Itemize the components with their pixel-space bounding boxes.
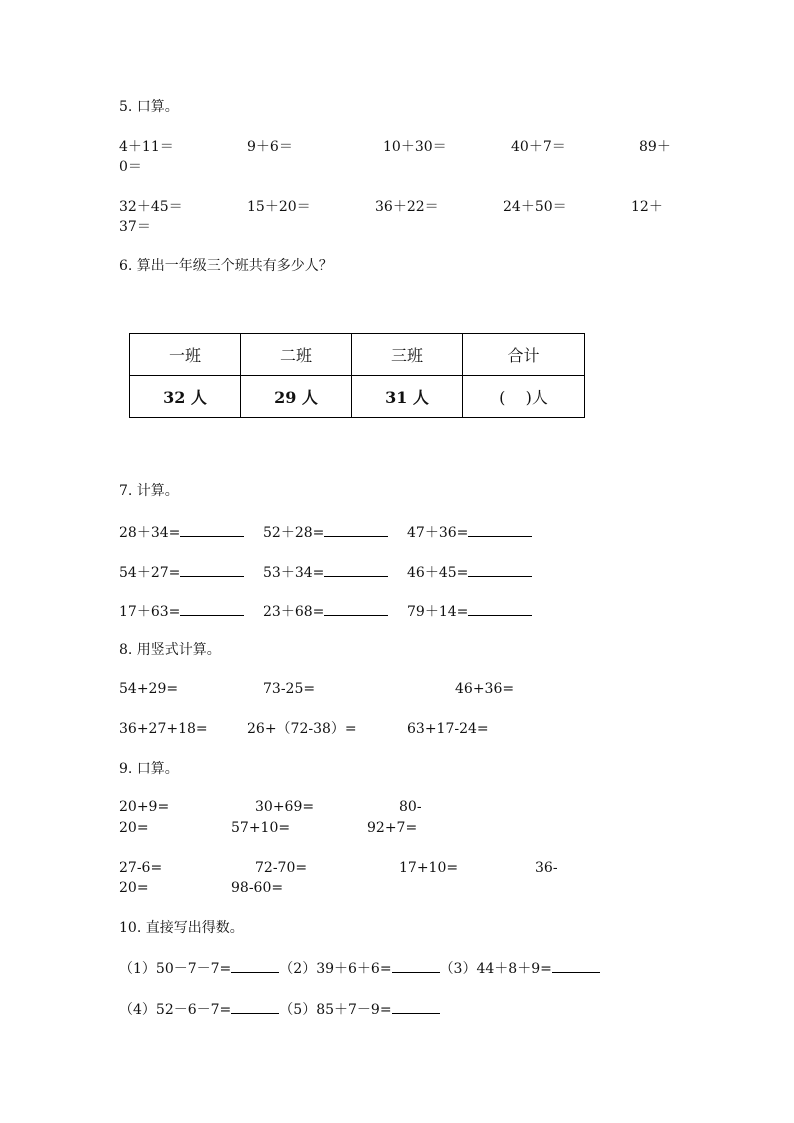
q9-r3-c4: 36-	[535, 860, 558, 876]
value-class-2: 29 人	[241, 376, 352, 418]
q10-item-4: （4）52－6－7=	[119, 1002, 232, 1018]
q7-r1-c1	[119, 522, 244, 542]
answer-blank[interactable]	[180, 522, 244, 537]
q7-r2-c3-expr: 46＋45=	[407, 565, 469, 581]
answer-blank[interactable]	[392, 958, 440, 973]
q8-r1-c1: 54+29=	[119, 681, 179, 697]
value-total: ( )人	[463, 376, 585, 418]
q7-r2-c2-expr: 53＋34=	[263, 565, 325, 581]
answer-blank[interactable]	[468, 562, 532, 577]
q7-r3-c1	[119, 601, 244, 621]
q7-title: 7. 计算。	[119, 483, 179, 499]
answer-blank[interactable]	[180, 601, 244, 616]
q7-r1-c2-expr: 52＋28=	[263, 525, 325, 541]
q5-r2-c2: 15＋20＝	[247, 199, 311, 215]
q9-r2-c2: 57+10=	[231, 820, 291, 836]
table-header-row	[130, 334, 585, 376]
q5-r2-c4: 24＋50＝	[503, 199, 567, 215]
q5-r1-wrap: 0＝	[119, 159, 142, 175]
q5-r2-c5: 12＋	[631, 199, 663, 215]
q7-r3-c2	[263, 601, 388, 621]
q9-r2-c3: 92+7=	[367, 820, 418, 836]
answer-blank[interactable]	[324, 522, 388, 537]
q7-r3-c3-expr: 79＋14=	[407, 604, 469, 620]
q7-r1-c1-expr: 28＋34=	[119, 525, 181, 541]
q10-item-5: （5）85＋7－9=	[279, 1002, 392, 1018]
table-value-row	[130, 376, 585, 418]
q7-r1-c2	[263, 522, 388, 542]
q7-r2-c1	[119, 562, 244, 582]
q7-r3-c2-expr: 23＋68=	[263, 604, 325, 620]
q5-title: 5. 口算。	[119, 99, 179, 115]
q7-r2-c2	[263, 562, 388, 582]
answer-blank[interactable]	[180, 562, 244, 577]
q7-r3-c3	[407, 601, 532, 621]
q6-title: 6. 算出一年级三个班共有多少人？	[119, 258, 333, 274]
answer-blank[interactable]	[468, 601, 532, 616]
q5-r1-c2: 9＋6＝	[247, 139, 293, 155]
q5-r1-c3: 10＋30＝	[383, 139, 447, 155]
q7-r2-c3	[407, 562, 532, 582]
q7-r2-c1-expr: 54＋27=	[119, 565, 181, 581]
q7-r1-c3	[407, 522, 532, 542]
q10-item-2: （2）39＋6＋6=	[279, 961, 392, 977]
answer-blank[interactable]	[552, 958, 600, 973]
q9-r2-c1: 20=	[119, 820, 149, 836]
q5-r2-wrap: 37＝	[119, 219, 151, 235]
q9-r1-c2: 30+69=	[255, 799, 315, 815]
q9-r1-c1: 20+9=	[119, 799, 170, 815]
q9-r4-c1: 20=	[119, 880, 149, 896]
q5-r2-c3: 36＋22＝	[375, 199, 439, 215]
answer-blank[interactable]	[468, 522, 532, 537]
q8-r1-c2: 73-25=	[263, 681, 316, 697]
q10-title: 10. 直接写出得数。	[119, 920, 244, 936]
q7-r3-c1-expr: 17＋63=	[119, 604, 181, 620]
q10-item-1: （1）50－7－7=	[119, 961, 232, 977]
q8-r2-c3: 63+17-24=	[407, 721, 489, 737]
answer-blank[interactable]	[392, 999, 440, 1014]
header-class-2: 二班	[241, 334, 352, 376]
q8-r2-c2: 26+（72-38）=	[247, 721, 357, 737]
q10-r2	[119, 999, 440, 1019]
q7-r1-c3-expr: 47＋36=	[407, 525, 469, 541]
class-count-table	[129, 333, 585, 418]
header-class-1: 一班	[130, 334, 241, 376]
q9-r1-c3: 80-	[399, 799, 422, 815]
q8-r2-c1: 36+27+18=	[119, 721, 208, 737]
q5-r1-c5: 89＋	[639, 139, 671, 155]
header-class-3: 三班	[352, 334, 463, 376]
q5-r1-c4: 40＋7＝	[511, 139, 566, 155]
q9-r3-c2: 72-70=	[255, 860, 308, 876]
q8-title: 8. 用竖式计算。	[119, 642, 221, 658]
answer-blank[interactable]	[231, 999, 279, 1014]
q5-r2-c1: 32＋45＝	[119, 199, 183, 215]
q9-title: 9. 口算。	[119, 761, 179, 777]
q9-r4-c2: 98-60=	[231, 880, 284, 896]
q9-r3-c1: 27-6=	[119, 860, 163, 876]
q10-r1	[119, 958, 600, 978]
header-total: 合计	[463, 334, 585, 376]
q5-r1-c1: 4＋11＝	[119, 139, 174, 155]
answer-blank[interactable]	[324, 601, 388, 616]
value-class-1: 32 人	[130, 376, 241, 418]
answer-blank[interactable]	[231, 958, 279, 973]
q8-r1-c3: 46+36=	[455, 681, 515, 697]
q10-item-3: （3）44＋8＋9=	[439, 961, 552, 977]
q9-r3-c3: 17+10=	[399, 860, 459, 876]
value-class-3: 31 人	[352, 376, 463, 418]
answer-blank[interactable]	[324, 562, 388, 577]
